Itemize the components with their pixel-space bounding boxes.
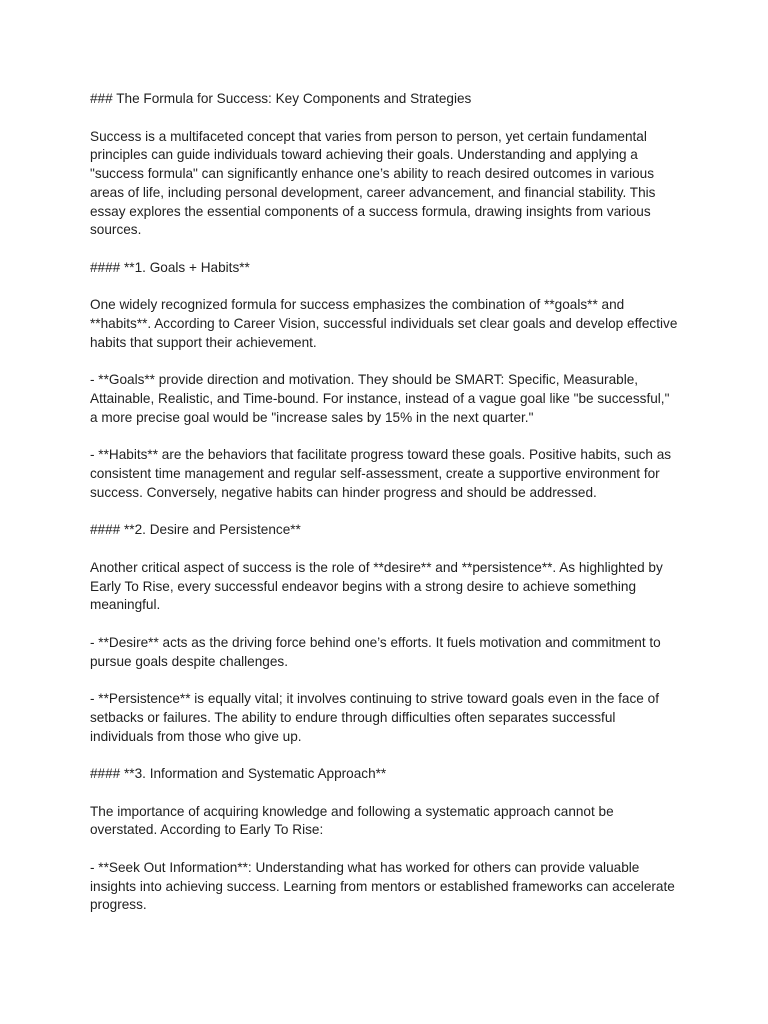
section-1-bullet-habits: - **Habits** are the behaviors that facilitate progress toward these goals. Positive habits, such as consistent time management and regular self-assessment, create a supportive environment for success. Conversely, negative habits can hinder progress and should be addressed. (90, 447, 672, 500)
document-title: ### The Formula for Success: Key Components and Strategies (90, 91, 472, 106)
section-3-bullet-information: - **Seek Out Information**: Understanding what has worked for others can provide valuable insights into achieving success. Learning from mentors or established frameworks can accelerate progress. (90, 859, 675, 913)
section-2-paragraph: Another critical aspect of success is the role of **desire** and **persistence**. As highlighted by Early To Rise, every successful endeavor begins with a strong desire to achieve something meaningful. (90, 559, 663, 613)
section-3-heading: #### **3. Information and Systematic Approach** (90, 766, 387, 781)
section-1-paragraph: One widely recognized formula for success emphasizes the combination of **goals** and **habits**. According to Career Vision, successful individuals set clear goals and develop effective habits that support their achievement. (90, 297, 678, 350)
section-2-bullet-persistence: - **Persistence** is equally vital; it involves continuing to strive toward goals even in the face of setbacks or failures. The ability to endure through difficulties often separates successful individuals from those who give up. (90, 691, 659, 744)
intro-paragraph: Success is a multifaceted concept that varies from person to person, yet certain fundamental principles can guide individuals toward achieving their goals. Understanding and applying a "success formula" can significantly enhance one’s ability to reach desired outcomes in various areas of life, including personal development, career advancement, and financial stability. This essay explores the essential components of a success formula, drawing insights from various sources. (90, 128, 656, 238)
section-2-bullet-desire: - **Desire** acts as the driving force behind one’s efforts. It fuels motivation and commitment to pursue goals despite challenges. (90, 634, 661, 669)
section-3-paragraph: The importance of acquiring knowledge and following a systematic approach cannot be overstated. According to Early To Rise: (90, 803, 614, 838)
document-page (90, 90, 680, 934)
section-1-heading: #### **1. Goals + Habits** (90, 259, 250, 275)
section-1-bullet-goals: - **Goals** provide direction and motivation. They should be SMART: Specific, Measurable, Attainable, Realistic, and Time-bound. For instance, instead of a vague goal like "be successful," a more precise goal would be "increase sales by 15% in the next quarter." (90, 372, 670, 425)
section-2-heading: #### **2. Desire and Persistence** (90, 522, 301, 538)
